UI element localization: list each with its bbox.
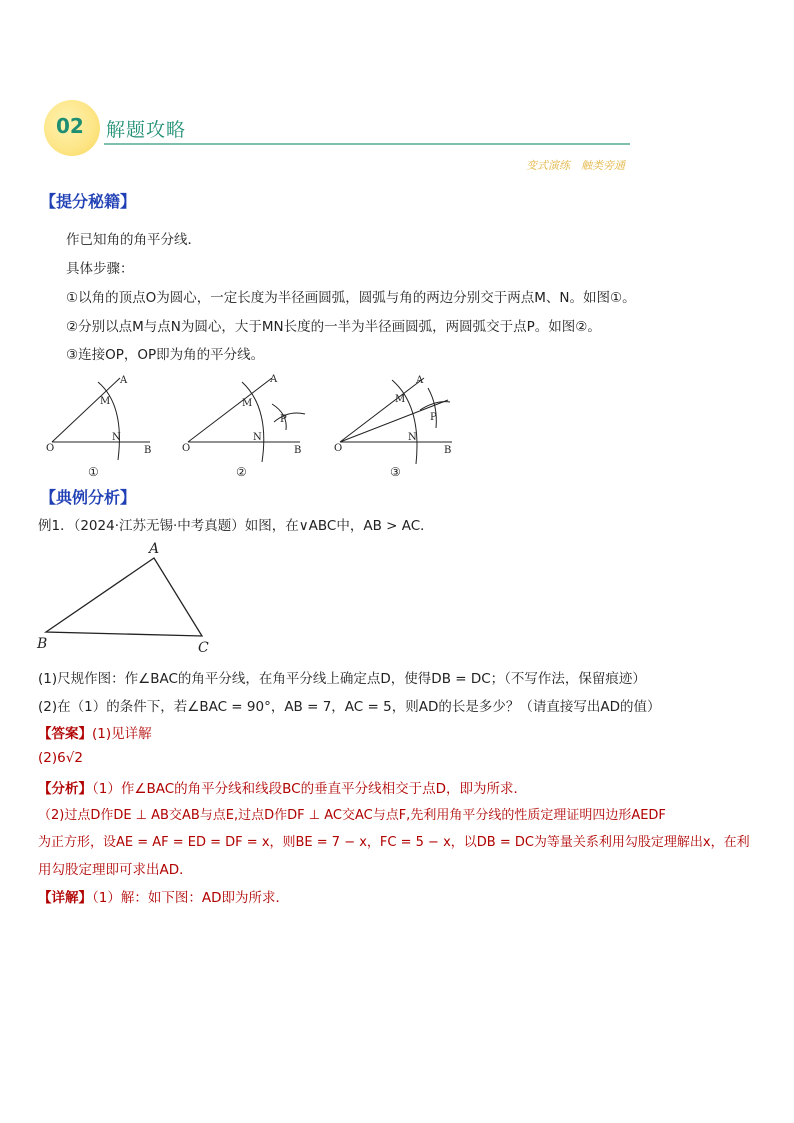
fig2-label-p: P [280, 414, 287, 425]
example-heading: 【典例分析】 [40, 488, 137, 507]
answer-tag: 【答案】 [38, 726, 92, 742]
triangle-abc [46, 558, 202, 636]
analysis-line-1: （1）作∠BAC的角平分线和线段BC的垂直平分线相交于点D，即为所求． [92, 781, 527, 797]
analysis-tag: 【分析】 [38, 781, 92, 797]
fig3-label-b: B [444, 445, 452, 456]
question-1: (1)尺规作图：作∠BAC的角平分线，在角平分线上确定点D，使得DB = DC；（不写作法，保留痕迹） [38, 671, 646, 687]
fig3-label-a: A [416, 375, 424, 386]
fig1-label-m: M [100, 396, 111, 407]
fig2-label-b: B [294, 445, 302, 456]
fig2-caption: ② [236, 465, 247, 479]
example-intro: 例1．（2024·江苏无锡·中考真题）如图，在∨ABC中，AB > AC． [38, 518, 434, 534]
angle-bisector-figures [40, 370, 460, 485]
tips-line: ①以角的顶点O为圆心，一定长度为半径画圆弧，圆弧与角的两边分别交于两点M、N。如图①。 [66, 290, 636, 306]
tips-line: 具体步骤： [66, 261, 134, 277]
analysis-line-2: （2)过点D作DE ⊥ AB交AB与点E,过点D作DF ⊥ AC交AC与点F,先利用角平分线的性质定理证明四边形AEDF [38, 808, 666, 823]
fig1-label-b: B [144, 445, 152, 456]
detail-line-1: （1）解：如下图：AD即为所求． [92, 890, 289, 906]
vertex-c-label: C [198, 640, 209, 656]
fig1-caption: ① [88, 465, 99, 479]
fig3-caption: ③ [390, 465, 401, 479]
fig2-arc-n [274, 413, 305, 422]
fig2-label-m: M [242, 398, 253, 409]
fig2-label-a: A [270, 374, 278, 385]
analysis-line-4: 用勾股定理即可求出AD． [38, 862, 193, 878]
fig1-arc [98, 382, 119, 460]
tips-line: ③连接OP，OP即为角的平分线。 [66, 347, 265, 363]
vertex-b-label: B [37, 636, 48, 652]
section-title: 解题攻略 [106, 119, 187, 141]
fig1-label-a: A [120, 375, 128, 386]
section-divider [104, 143, 630, 145]
section-number: 02 [56, 114, 84, 138]
fig3-label-p: P [430, 412, 437, 423]
fig1-ray-oa [52, 378, 120, 442]
fig1-label-o: O [46, 443, 55, 454]
vertex-a-label: A [149, 541, 160, 557]
tips-line: 作已知角的角平分线． [66, 232, 201, 248]
fig2-label-o: O [182, 443, 191, 454]
question-2: (2)在（1）的条件下，若∠BAC = 90°，AB = 7，AC = 5，则AD的长是多少？（请直接写出AD的值） [38, 699, 661, 715]
fig3-label-o: O [334, 443, 343, 454]
answer-2: (2)6√2 [38, 750, 83, 766]
section-tagline: 变式演练 触类旁通 [526, 159, 625, 172]
fig3-label-n: N [408, 432, 417, 443]
detail-tag: 【详解】 [38, 890, 92, 906]
fig3-label-m: M [395, 394, 406, 405]
fig2-label-n: N [253, 432, 262, 443]
analysis-line-3: 为正方形，设AE = AF = ED = DF = x，则BE = 7 − x，FC = 5 − x，以DB = DC为等量关系利用勾股定理解出x，在利 [38, 835, 750, 850]
triangle-abc-figure [34, 538, 224, 656]
fig1-label-n: N [112, 432, 121, 443]
tips-line: ②分别以点M与点N为圆心，大于MN长度的一半为半径画圆弧，两圆弧交于点P。如图②。 [66, 319, 601, 335]
tips-heading: 【提分秘籍】 [40, 192, 137, 211]
answer-1: (1)见详解 [92, 726, 152, 742]
fig2-arc [242, 382, 264, 462]
